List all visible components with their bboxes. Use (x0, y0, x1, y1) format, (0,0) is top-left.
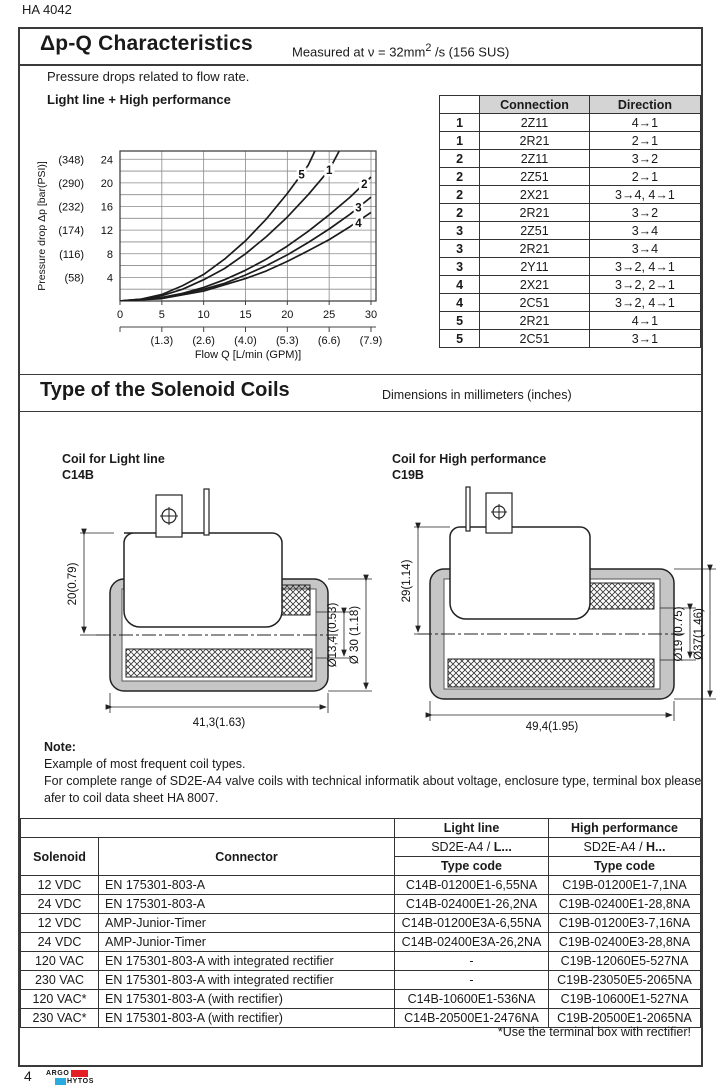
svg-text:3: 3 (355, 202, 362, 215)
table-row (440, 330, 701, 348)
table-cell: 4 (440, 276, 480, 294)
table-footnote: *Use the terminal box with rectifier! (497, 1025, 691, 1039)
table-header-row (440, 96, 701, 114)
section2-header (20, 374, 701, 412)
svg-text:20: 20 (281, 309, 294, 321)
svg-text:4: 4 (355, 218, 362, 231)
table-row (21, 914, 701, 933)
table-cell: EN 175301-803-A (99, 876, 395, 895)
table-cell: 3→2 (589, 204, 700, 222)
dim-label-outer-dia: Ø 30 (1.18) (349, 605, 361, 665)
svg-text:(6.6): (6.6) (317, 335, 341, 347)
table-cell: - (395, 952, 549, 971)
table-row (440, 312, 701, 330)
svg-text:(58): (58) (64, 272, 84, 285)
table-cell: 24 VDC (21, 895, 99, 914)
table-row (21, 933, 701, 952)
table-cell: C19B-12060E5-527NA (549, 952, 701, 971)
header-type-code: Type code (395, 857, 549, 876)
table-cell: C19B-02400E3-28,8NA (549, 933, 701, 952)
header-direction: Direction (589, 96, 700, 114)
table-cell: 2R21 (480, 240, 590, 258)
measured-at-note (292, 42, 509, 59)
dpq-characteristics-chart (32, 143, 404, 367)
svg-text:(174): (174) (58, 225, 84, 238)
type-bold: H... (646, 840, 666, 854)
note-line: Example of most frequent coil types. (44, 757, 246, 771)
table-cell: C14B-20500E1-2476NA (395, 1009, 549, 1028)
logo-word-argo: ARGO (46, 1069, 70, 1077)
table-cell: AMP-Junior-Timer (99, 933, 395, 952)
coil-left-name: Coil for Light line (62, 452, 165, 466)
table-cell: 1 (440, 114, 480, 132)
table-row (440, 276, 701, 294)
logo-cyan-block (55, 1078, 66, 1085)
table-cell: 3 (440, 258, 480, 276)
table-cell: EN 175301-803-A (99, 895, 395, 914)
table-cell: 2R21 (480, 132, 590, 150)
table-cell: C19B-01200E1-7,1NA (549, 876, 701, 895)
svg-text:(1.3): (1.3) (150, 335, 174, 347)
table-row (21, 895, 701, 914)
header-type-light (395, 838, 549, 857)
table-cell: 2X21 (480, 186, 590, 204)
svg-text:(7.9): (7.9) (359, 335, 383, 347)
table-cell: EN 175301-803-A with integrated rectifier (99, 952, 395, 971)
svg-text:(232): (232) (58, 201, 84, 214)
svg-text:(5.3): (5.3) (276, 335, 299, 347)
table-cell: 3 (440, 222, 480, 240)
table-row (440, 132, 701, 150)
svg-text:30: 30 (364, 309, 378, 321)
svg-text:4: 4 (106, 272, 113, 285)
svg-text:10: 10 (197, 309, 210, 321)
note-title: Note: (44, 740, 76, 754)
coil-right-caption (392, 451, 546, 483)
coil-left-caption (62, 451, 165, 483)
table-row (440, 186, 701, 204)
table-cell: EN 175301-803-A (with rectifier) (99, 1009, 395, 1028)
table-row (21, 952, 701, 971)
header-connector: Connector (99, 838, 395, 876)
type-prefix: SD2E-A4 / (431, 840, 494, 854)
table-row (440, 168, 701, 186)
table-cell: 3→4, 4→1 (589, 186, 700, 204)
measured-at-suffix: /s (156 SUS) (431, 44, 510, 60)
dim-label-inner-dia: Ø13,4 (0.53) (327, 602, 339, 668)
table-cell: 2Y11 (480, 258, 590, 276)
section1-intro: Pressure drops related to flow rate. (47, 69, 250, 84)
logo-word-hytos: HYTOS (67, 1077, 94, 1085)
table-cell: 2Z11 (480, 150, 590, 168)
type-prefix: SD2E-A4 / (583, 840, 647, 854)
table-cell: 2→1 (589, 168, 700, 186)
svg-text:(4.0): (4.0) (234, 335, 257, 347)
table-cell: 2 (440, 186, 480, 204)
table-cell: C14B-10600E1-536NA (395, 990, 549, 1009)
table-cell: 2Z11 (480, 114, 590, 132)
section2-subtitle: Dimensions in millimeters (inches) (382, 388, 572, 402)
table-row (440, 258, 701, 276)
table-cell: 2Z51 (480, 222, 590, 240)
svg-text:(348): (348) (58, 154, 84, 167)
type-bold: L... (493, 840, 512, 854)
table-cell: 2 (440, 150, 480, 168)
measured-at-text: Measured at ν = 32mm (292, 44, 426, 60)
table-cell: C19B-02400E1-28,8NA (549, 895, 701, 914)
table-cell: 2Z51 (480, 168, 590, 186)
svg-text:20: 20 (100, 177, 113, 190)
table-header-row (21, 819, 701, 838)
table-cell: AMP-Junior-Timer (99, 914, 395, 933)
table-cell: 3→2, 2→1 (589, 276, 700, 294)
table-cell: C14B-02400E3A-26,2NA (395, 933, 549, 952)
table-cell: 3→2, 4→1 (589, 294, 700, 312)
table-row (21, 990, 701, 1009)
svg-text:12: 12 (100, 225, 113, 238)
table-cell: 120 VAC (21, 952, 99, 971)
table-cell: 3→1 (589, 330, 700, 348)
coil-right-name: Coil for High performance (392, 452, 547, 466)
table-row (21, 971, 701, 990)
doc-number: HA 4042 (22, 2, 72, 17)
table-cell: 2C51 (480, 294, 590, 312)
table-cell: 2 (440, 204, 480, 222)
table-cell: 12 VDC (21, 876, 99, 895)
content-frame (18, 27, 703, 1067)
table-cell: EN 175301-803-A with integrated rectifier (99, 971, 395, 990)
table-cell: 2 (440, 168, 480, 186)
table-row (21, 876, 701, 895)
table-cell: - (395, 971, 549, 990)
chart-caption: Light line + High performance (47, 92, 231, 107)
argo-hytos-logo (46, 1069, 94, 1085)
table-cell: 5 (440, 312, 480, 330)
table-row (440, 294, 701, 312)
coil-left-code: C14B (62, 468, 94, 482)
coil-connector-housing (124, 489, 282, 627)
dim-label-width: 49,4(1.95) (525, 721, 579, 733)
table-cell: 3→2 (589, 150, 700, 168)
table-cell: 3→2, 4→1 (589, 258, 700, 276)
dim-label-outer-dia: Ø37(1.46) (693, 608, 705, 660)
svg-text:15: 15 (239, 309, 252, 321)
table-row (440, 222, 701, 240)
table-cell: C19B-10600E1-527NA (549, 990, 701, 1009)
connection-table (439, 95, 701, 348)
coil-right-code: C19B (392, 468, 424, 482)
table-cell: 5 (440, 330, 480, 348)
table-cell: 230 VAC (21, 971, 99, 990)
section2-title: Type of the Solenoid Coils (40, 379, 290, 401)
table-cell: C14B-01200E3A-6,55NA (395, 914, 549, 933)
table-cell: 230 VAC* (21, 1009, 99, 1028)
note-block (44, 739, 704, 807)
table-cell: 3→4 (589, 222, 700, 240)
header-blank (440, 96, 480, 114)
dim-label-inner-dia: Ø19 (0.75) (673, 606, 685, 662)
table-cell: 4→1 (589, 114, 700, 132)
page-number: 4 (24, 1068, 32, 1084)
table-cell: C19B-20500E1-2065NA (549, 1009, 701, 1028)
table-row (440, 114, 701, 132)
table-cell: 2X21 (480, 276, 590, 294)
header-blank (21, 819, 395, 838)
table-cell: 4 (440, 294, 480, 312)
note-line: afer to coil data sheet HA 8007. (44, 791, 219, 805)
coil-connector-housing (450, 487, 590, 619)
svg-text:Pressure drop Δp [bar(PSI)]: Pressure drop Δp [bar(PSI)] (36, 161, 48, 291)
table-cell: 2→1 (589, 132, 700, 150)
svg-text:25: 25 (323, 309, 336, 321)
coil-diagram-c19b (378, 481, 717, 733)
coil-diagram-c14b (38, 481, 378, 733)
logo-red-block (71, 1070, 88, 1077)
svg-text:2: 2 (361, 179, 368, 192)
header-light-line: Light line (395, 819, 549, 838)
table-cell: 2R21 (480, 312, 590, 330)
table-cell: 2R21 (480, 204, 590, 222)
table-cell: C14B-02400E1-26,2NA (395, 895, 549, 914)
svg-text:1: 1 (325, 164, 333, 177)
table-row (440, 150, 701, 168)
svg-text:24: 24 (100, 154, 113, 167)
table-cell: 120 VAC* (21, 990, 99, 1009)
table-cell: EN 175301-803-A (with rectifier) (99, 990, 395, 1009)
header-type-code: Type code (549, 857, 701, 876)
section1-header (20, 29, 701, 66)
note-line: For complete range of SD2E-A4 valve coils with technical informatik about voltage, enclosure type, terminal box please (44, 774, 702, 788)
svg-text:5: 5 (298, 169, 305, 182)
svg-text:Flow Q [L/min (GPM)]: Flow Q [L/min (GPM)] (194, 349, 302, 361)
table-cell: 12 VDC (21, 914, 99, 933)
svg-text:5: 5 (158, 309, 165, 321)
table-cell: C19B-01200E3-7,16NA (549, 914, 701, 933)
header-connection: Connection (480, 96, 590, 114)
dim-label-width: 41,3(1.63) (192, 717, 246, 729)
svg-text:8: 8 (106, 248, 113, 261)
table-row (440, 204, 701, 222)
svg-text:(116): (116) (59, 248, 84, 261)
dim-label-height: 29(1.14) (401, 559, 413, 603)
svg-text:(2.6): (2.6) (192, 335, 215, 347)
svg-text:0: 0 (116, 309, 124, 321)
table-cell: 2C51 (480, 330, 590, 348)
coil-type-table (20, 818, 701, 1028)
table-cell: 1 (440, 132, 480, 150)
header-solenoid: Solenoid (21, 838, 99, 876)
table-cell: 3→4 (589, 240, 700, 258)
header-type-high (549, 838, 701, 857)
section1-title: Δp-Q Characteristics (40, 32, 253, 55)
header-high-performance: High performance (549, 819, 701, 838)
svg-text:16: 16 (100, 201, 113, 214)
svg-text:(290): (290) (58, 177, 84, 190)
table-header-row (21, 838, 701, 857)
table-cell: C19B-23050E5-2065NA (549, 971, 701, 990)
dim-label-height: 20(0.79) (67, 562, 79, 606)
table-cell: 4→1 (589, 312, 700, 330)
table-cell: C14B-01200E1-6,55NA (395, 876, 549, 895)
table-cell: 3 (440, 240, 480, 258)
measured-at-sup: 2 (425, 42, 432, 54)
table-row (440, 240, 701, 258)
table-cell: 24 VDC (21, 933, 99, 952)
